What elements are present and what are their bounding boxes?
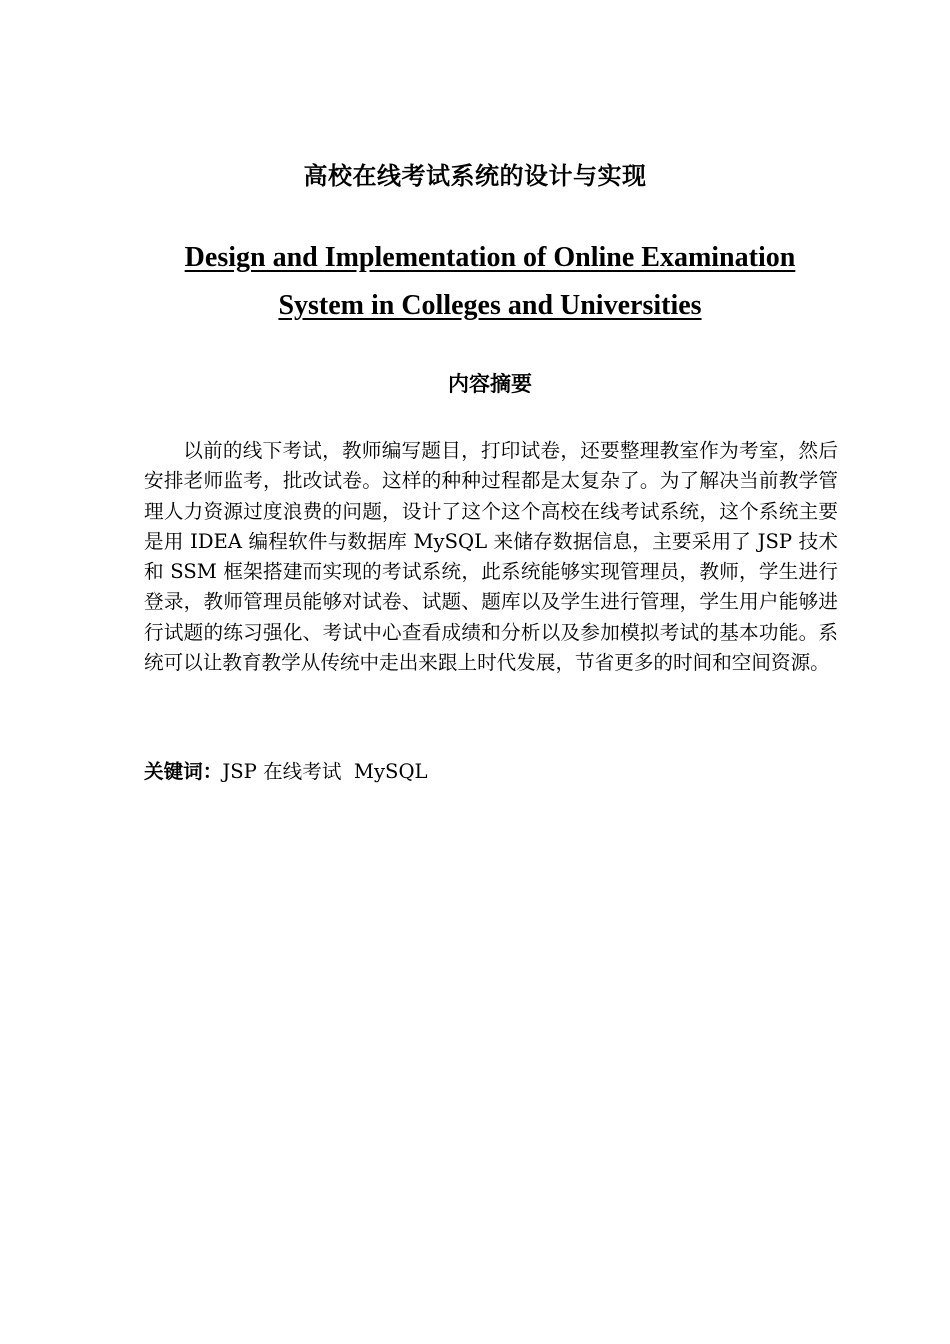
english-title-line-2: System in Colleges and Universities [278, 290, 702, 321]
keywords-label: 关键词： [144, 760, 223, 783]
keywords-value: JSP 在线考试 MySQL [222, 760, 428, 783]
keywords-line [144, 757, 838, 787]
english-title-line-1: Design and Implementation of Online Examination [184, 242, 796, 273]
english-title [120, 234, 860, 330]
abstract-heading: 内容摘要 [448, 372, 532, 396]
chinese-title: 高校在线考试系统的设计与实现 [303, 162, 647, 190]
abstract-body: 以前的线下考试，教师编写题目，打印试卷，还要整理教室作为考室，然后安排老师监考，批改试卷。这样的种种过程都是太复杂了。为了解决当前教学管理人力资源过度浪费的问题，设计了这个这个高校在线考试系统，这个系统主要是用 IDEA 编程软件与数据库 MySQL 来储存数据信息，主要采用了 JSP 技术和 SSM 框架搭建而实现的考试系统，此系统能够实现管理员，教师，学生进行登录，教师管理员能够对试卷、试题、题库以及学生进行管理，学生用户能够进行试题的练习强化、考试中心查看成绩和分析以及参加模拟考试的基本功能。系统可以让教育教学从传统中走出来跟上时代发展，节省更多的时间和空间资源。 [144, 439, 838, 675]
